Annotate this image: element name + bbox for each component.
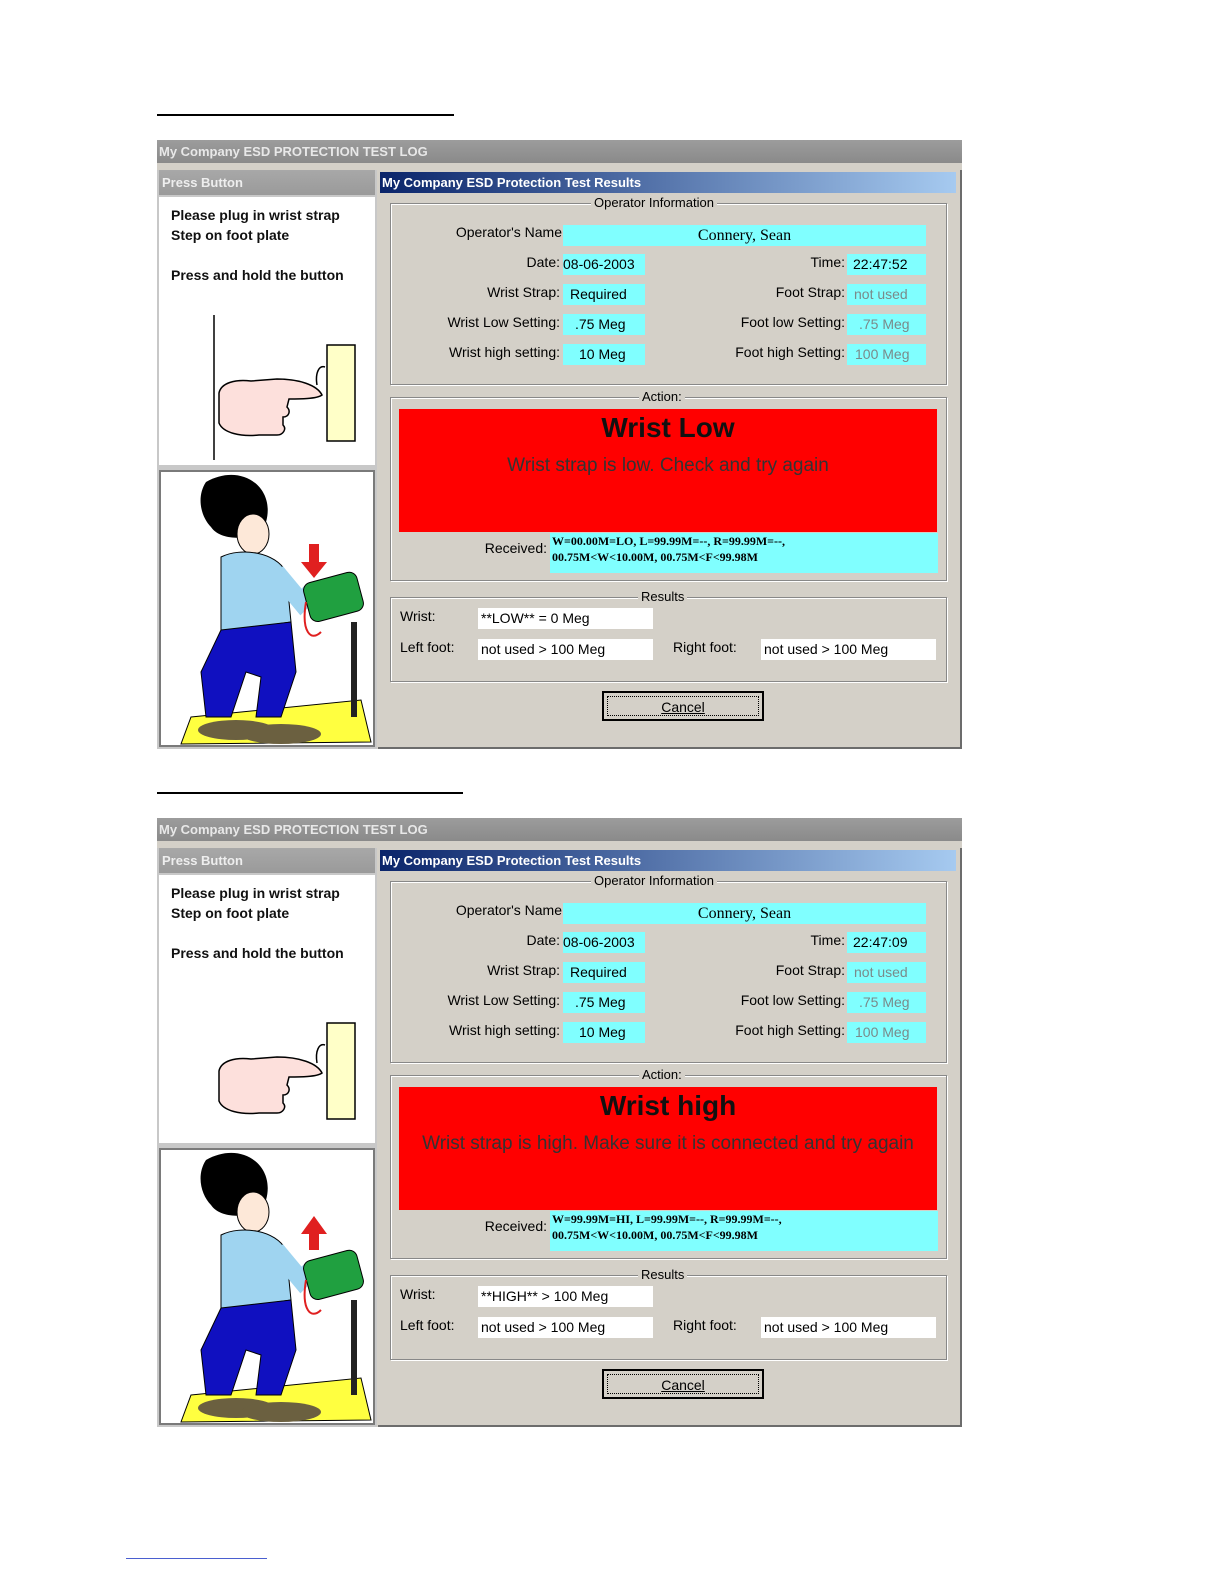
dialog-title: My Company ESD Protection Test Results — [380, 850, 956, 871]
test-results-dialog — [378, 170, 962, 749]
person-at-tester-icon — [161, 1150, 373, 1423]
wrist-low-value: .75 Meg — [563, 314, 645, 335]
instruction-box — [159, 197, 375, 465]
foot-strap-label: Foot Strap: — [775, 962, 845, 978]
operator-name-label: Operator's Name — [455, 902, 562, 918]
cancel-button[interactable] — [602, 1369, 764, 1399]
press-button-title: Press Button — [159, 170, 375, 195]
wrist-strap-label: Wrist Strap: — [487, 284, 560, 300]
right-foot-label: Right foot: — [673, 1317, 737, 1333]
foot-low-value: .75 Meg — [847, 314, 926, 335]
date-label: Date: — [526, 254, 560, 270]
instruction-panel — [157, 848, 377, 1427]
left-foot-label: Left foot: — [400, 639, 455, 655]
foot-low-label: Foot low Setting: — [740, 992, 845, 1008]
divider-line — [157, 792, 463, 794]
window-title: My Company ESD PROTECTION TEST LOG — [157, 140, 962, 163]
wrist-high-label: Wrist high setting: — [448, 344, 560, 360]
divider-line — [126, 1558, 267, 1559]
foot-strap-value: not used — [847, 284, 926, 305]
cancel-button-label: Cancel — [607, 696, 759, 716]
received-label: Received: — [484, 540, 547, 556]
operator-name-value: Connery, Sean — [563, 903, 926, 924]
instruction-line: Press and hold the button — [171, 267, 344, 283]
screenshot-wrist-low — [157, 140, 962, 749]
action-heading: Wrist Low — [601, 412, 735, 443]
wrist-result-label: Wrist: — [400, 1286, 436, 1302]
date-label: Date: — [526, 932, 560, 948]
divider-line — [157, 114, 454, 116]
right-foot-value: not used > 100 Meg — [761, 639, 936, 660]
left-foot-value: not used > 100 Meg — [478, 1317, 653, 1338]
cancel-button[interactable] — [602, 691, 764, 721]
wrist-low-value: .75 Meg — [563, 992, 645, 1013]
wrist-result-value: **HIGH** > 100 Meg — [478, 1286, 653, 1307]
hand-press-icon — [199, 993, 359, 1143]
operator-info-legend: Operator Information — [591, 195, 717, 211]
time-label: Time: — [810, 254, 845, 270]
operator-illustration — [159, 470, 375, 747]
wrist-result-label: Wrist: — [400, 608, 436, 624]
hand-press-icon — [199, 315, 359, 465]
results-legend: Results — [638, 1267, 687, 1283]
instruction-box — [159, 875, 375, 1143]
foot-strap-value: not used — [847, 962, 926, 983]
received-line: 00.75M<W<10.00M, 00.75M<F<99.98M — [552, 1228, 758, 1242]
right-foot-value: not used > 100 Meg — [761, 1317, 936, 1338]
action-alert — [399, 1087, 937, 1210]
foot-high-label: Foot high Setting: — [735, 1022, 845, 1038]
test-results-dialog — [378, 848, 962, 1427]
foot-high-value: 100 Meg — [847, 1022, 926, 1043]
wrist-low-label: Wrist Low Setting: — [447, 992, 560, 1008]
instruction-line: Step on foot plate — [171, 905, 290, 921]
received-label: Received: — [484, 1218, 547, 1234]
press-button-title: Press Button — [159, 848, 375, 873]
cancel-button-label: Cancel — [607, 1374, 759, 1394]
dialog-title: My Company ESD Protection Test Results — [380, 172, 956, 193]
time-value: 22:47:52 — [847, 254, 926, 275]
foot-low-value: .75 Meg — [847, 992, 926, 1013]
right-foot-label: Right foot: — [673, 639, 737, 655]
date-value: 08-06-2003 — [563, 932, 645, 953]
results-legend: Results — [638, 589, 687, 605]
wrist-result-value: **LOW** = 0 Meg — [478, 608, 653, 629]
wrist-strap-label: Wrist Strap: — [487, 962, 560, 978]
instruction-line: Press and hold the button — [171, 945, 344, 961]
action-legend: Action: — [639, 389, 685, 405]
instruction-line: Please plug in wrist strap — [171, 885, 340, 901]
instruction-line: Please plug in wrist strap — [171, 207, 340, 223]
received-line: 00.75M<W<10.00M, 00.75M<F<99.98M — [552, 550, 758, 564]
screenshot-wrist-high — [157, 818, 962, 1427]
wrist-high-value: 10 Meg — [563, 1022, 645, 1043]
wrist-high-value: 10 Meg — [563, 344, 645, 365]
wrist-strap-value: Required — [563, 284, 645, 305]
operator-name-label: Operator's Name — [455, 224, 562, 240]
foot-high-label: Foot high Setting: — [735, 344, 845, 360]
received-value — [550, 1211, 938, 1251]
foot-low-label: Foot low Setting: — [740, 314, 845, 330]
date-value: 08-06-2003 — [563, 254, 645, 275]
operator-name-value: Connery, Sean — [563, 225, 926, 246]
wrist-high-label: Wrist high setting: — [448, 1022, 560, 1038]
received-value — [550, 533, 938, 573]
instruction-line: Step on foot plate — [171, 227, 290, 243]
action-alert — [399, 409, 937, 532]
action-message: Wrist strap is high. Make sure it is connected and try again — [422, 1133, 914, 1154]
foot-high-value: 100 Meg — [847, 344, 926, 365]
time-value: 22:47:09 — [847, 932, 926, 953]
instruction-panel — [157, 170, 377, 749]
foot-strap-label: Foot Strap: — [775, 284, 845, 300]
action-legend: Action: — [639, 1067, 685, 1083]
action-heading: Wrist high — [599, 1090, 737, 1121]
wrist-strap-value: Required — [563, 962, 645, 983]
received-line: W=00.00M=LO, L=99.99M=--, R=99.99M=--, — [552, 534, 785, 548]
operator-info-legend: Operator Information — [591, 873, 717, 889]
received-line: W=99.99M=HI, L=99.99M=--, R=99.99M=--, — [552, 1212, 782, 1226]
person-at-tester-icon — [161, 472, 373, 745]
action-message: Wrist strap is low. Check and try again — [507, 455, 829, 476]
left-foot-label: Left foot: — [400, 1317, 455, 1333]
time-label: Time: — [810, 932, 845, 948]
left-foot-value: not used > 100 Meg — [478, 639, 653, 660]
wrist-low-label: Wrist Low Setting: — [447, 314, 560, 330]
operator-illustration — [159, 1148, 375, 1425]
window-title: My Company ESD PROTECTION TEST LOG — [157, 818, 962, 841]
